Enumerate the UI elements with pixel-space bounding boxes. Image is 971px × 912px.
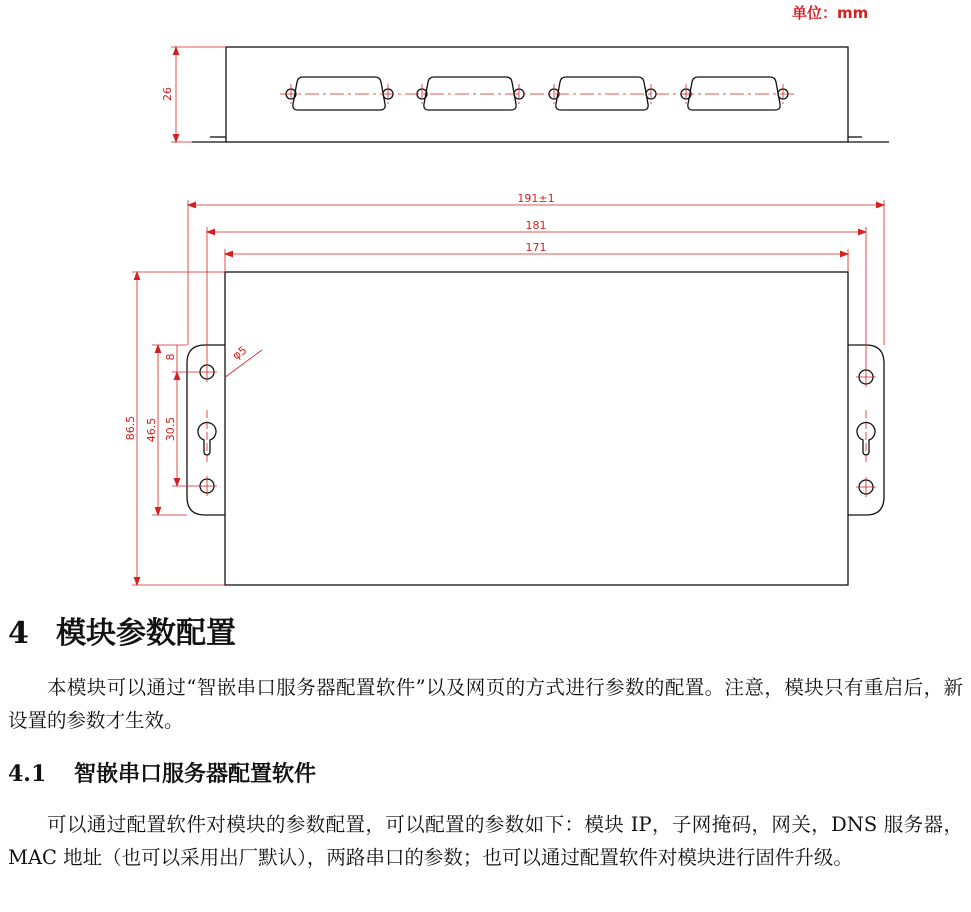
top-view <box>187 272 884 585</box>
dim-mount-width-label: 181 <box>525 219 547 232</box>
dim-slot-span-label: 46.5 <box>145 417 158 443</box>
section-4-paragraph: 本模块可以通过“智嵌串口服务器配置软件”以及网页的方式进行参数的配置。注意，模块只有重启后，新设置的参数才生效。 <box>8 676 963 732</box>
dim-top-offset-label: 8 <box>164 353 177 361</box>
dim-total-width-label: 191±1 <box>517 192 555 205</box>
connector-centerlines <box>280 84 796 104</box>
section-4-1-paragraph: 可以通过配置软件对模块的参数配置，可以配置的参数如下：模块 IP，子网掩码，网关，DNS 服务器，MAC 地址（也可以采用出厂默认），两路串口的参数；也可以通过配置软件对模块进行固件升级。 <box>8 813 963 869</box>
dim-height-label: 26 <box>161 87 174 101</box>
top-view-body <box>225 272 848 585</box>
left-mounting-flange <box>187 345 225 515</box>
section-number: 4 <box>8 616 29 651</box>
section-heading-4 <box>8 608 236 652</box>
dim-slot-center-label: 30.5 <box>164 416 177 442</box>
db9-connectors <box>286 77 788 110</box>
front-view-body <box>226 47 848 142</box>
hole-centerlines <box>197 362 876 497</box>
unit-label: 单位：mm <box>792 4 869 22</box>
section-heading-4-1 <box>8 757 316 788</box>
dim-hole-diameter-label: φ5 <box>230 343 250 363</box>
subsection-title: 智嵌串口服务器配置软件 <box>74 761 317 787</box>
section-title: 模块参数配置 <box>56 616 236 651</box>
db9-connector-2 <box>424 77 516 110</box>
db9-connector-1 <box>293 77 385 110</box>
db9-connector-3 <box>556 77 648 110</box>
dim-body-width-label: 171 <box>525 241 547 254</box>
dim-body-depth-label: 86.5 <box>124 415 137 441</box>
front-view <box>171 47 889 142</box>
db9-connector-4 <box>688 77 780 110</box>
subsection-number: 4.1 <box>8 761 47 787</box>
